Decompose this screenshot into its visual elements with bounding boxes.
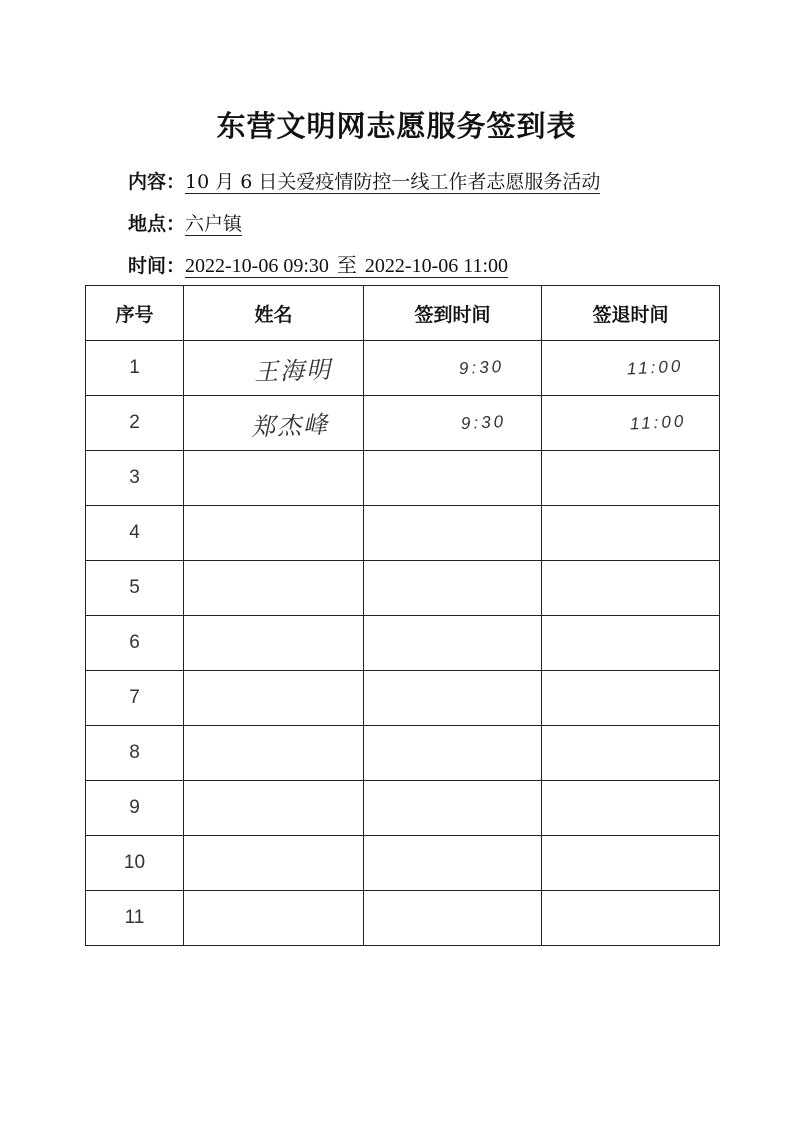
row-sign-in (364, 781, 542, 836)
row-sign-out (542, 671, 720, 726)
table-header-row (86, 286, 720, 341)
row-name (184, 341, 364, 396)
time-separator: 至 (336, 255, 357, 277)
row-sign-in (364, 671, 542, 726)
row-sign-in (364, 506, 542, 561)
row-seq: 2 (86, 396, 184, 451)
handwritten-sign-out: 11:00 (626, 356, 685, 379)
row-sign-in (364, 341, 542, 396)
row-seq: 9 (86, 781, 184, 836)
table-row (86, 781, 720, 836)
row-name (184, 836, 364, 891)
row-sign-out (542, 891, 720, 946)
content-line (128, 168, 600, 196)
row-seq: 4 (86, 506, 184, 561)
handwritten-name: 王海明 (253, 356, 333, 386)
row-name (184, 891, 364, 946)
time-start: 2022-10-06 09:30 (185, 255, 329, 277)
table-row (86, 506, 720, 561)
handwritten-sign-out: 11:00 (629, 411, 688, 434)
row-name (184, 616, 364, 671)
row-sign-out (542, 341, 720, 396)
row-sign-out (542, 506, 720, 561)
time-range (185, 255, 508, 278)
row-sign-out (542, 451, 720, 506)
row-seq: 7 (86, 671, 184, 726)
table-row (86, 891, 720, 946)
place-value: 六户镇 (185, 213, 243, 235)
table-row (86, 616, 720, 671)
table-row (86, 451, 720, 506)
handwritten-sign-in: 9:30 (460, 411, 507, 434)
row-name (184, 561, 364, 616)
header-sign-in: 签到时间 (364, 286, 542, 341)
time-label: 时间： (128, 255, 186, 277)
handwritten-sign-in: 9:30 (458, 356, 505, 379)
header-seq: 序号 (86, 286, 184, 341)
place-line (128, 210, 242, 238)
content-value: 10 月 6 日关爱疫情防控一线工作者志愿服务活动 (185, 171, 601, 193)
row-name (184, 726, 364, 781)
row-name (184, 506, 364, 561)
table-row (86, 341, 720, 396)
header-sign-out: 签退时间 (542, 286, 720, 341)
content-label: 内容： (128, 171, 186, 193)
header-name: 姓名 (184, 286, 364, 341)
time-line (128, 252, 508, 280)
row-seq: 1 (86, 341, 184, 396)
row-sign-out (542, 781, 720, 836)
table-row (86, 836, 720, 891)
place-label: 地点： (128, 213, 186, 235)
page-title: 东营文明网志愿服务签到表 (216, 109, 577, 143)
row-sign-in (364, 616, 542, 671)
row-seq: 10 (86, 836, 184, 891)
table-row (86, 396, 720, 451)
row-sign-out (542, 836, 720, 891)
time-end: 2022-10-06 11:00 (364, 255, 509, 277)
row-seq: 11 (86, 891, 184, 946)
table-row (86, 561, 720, 616)
row-name (184, 781, 364, 836)
row-sign-out (542, 616, 720, 671)
row-name (184, 396, 364, 451)
row-seq: 5 (86, 561, 184, 616)
table-row (86, 726, 720, 781)
row-sign-out (542, 726, 720, 781)
handwritten-name: 郑杰峰 (250, 411, 330, 441)
row-sign-in (364, 396, 542, 451)
row-sign-in (364, 561, 542, 616)
row-seq: 3 (86, 451, 184, 506)
row-sign-in (364, 726, 542, 781)
row-sign-in (364, 891, 542, 946)
row-name (184, 671, 364, 726)
row-sign-in (364, 836, 542, 891)
row-seq: 8 (86, 726, 184, 781)
signin-table (85, 285, 720, 946)
table-row (86, 671, 720, 726)
row-seq: 6 (86, 616, 184, 671)
row-sign-out (542, 561, 720, 616)
row-sign-in (364, 451, 542, 506)
row-sign-out (542, 396, 720, 451)
row-name (184, 451, 364, 506)
